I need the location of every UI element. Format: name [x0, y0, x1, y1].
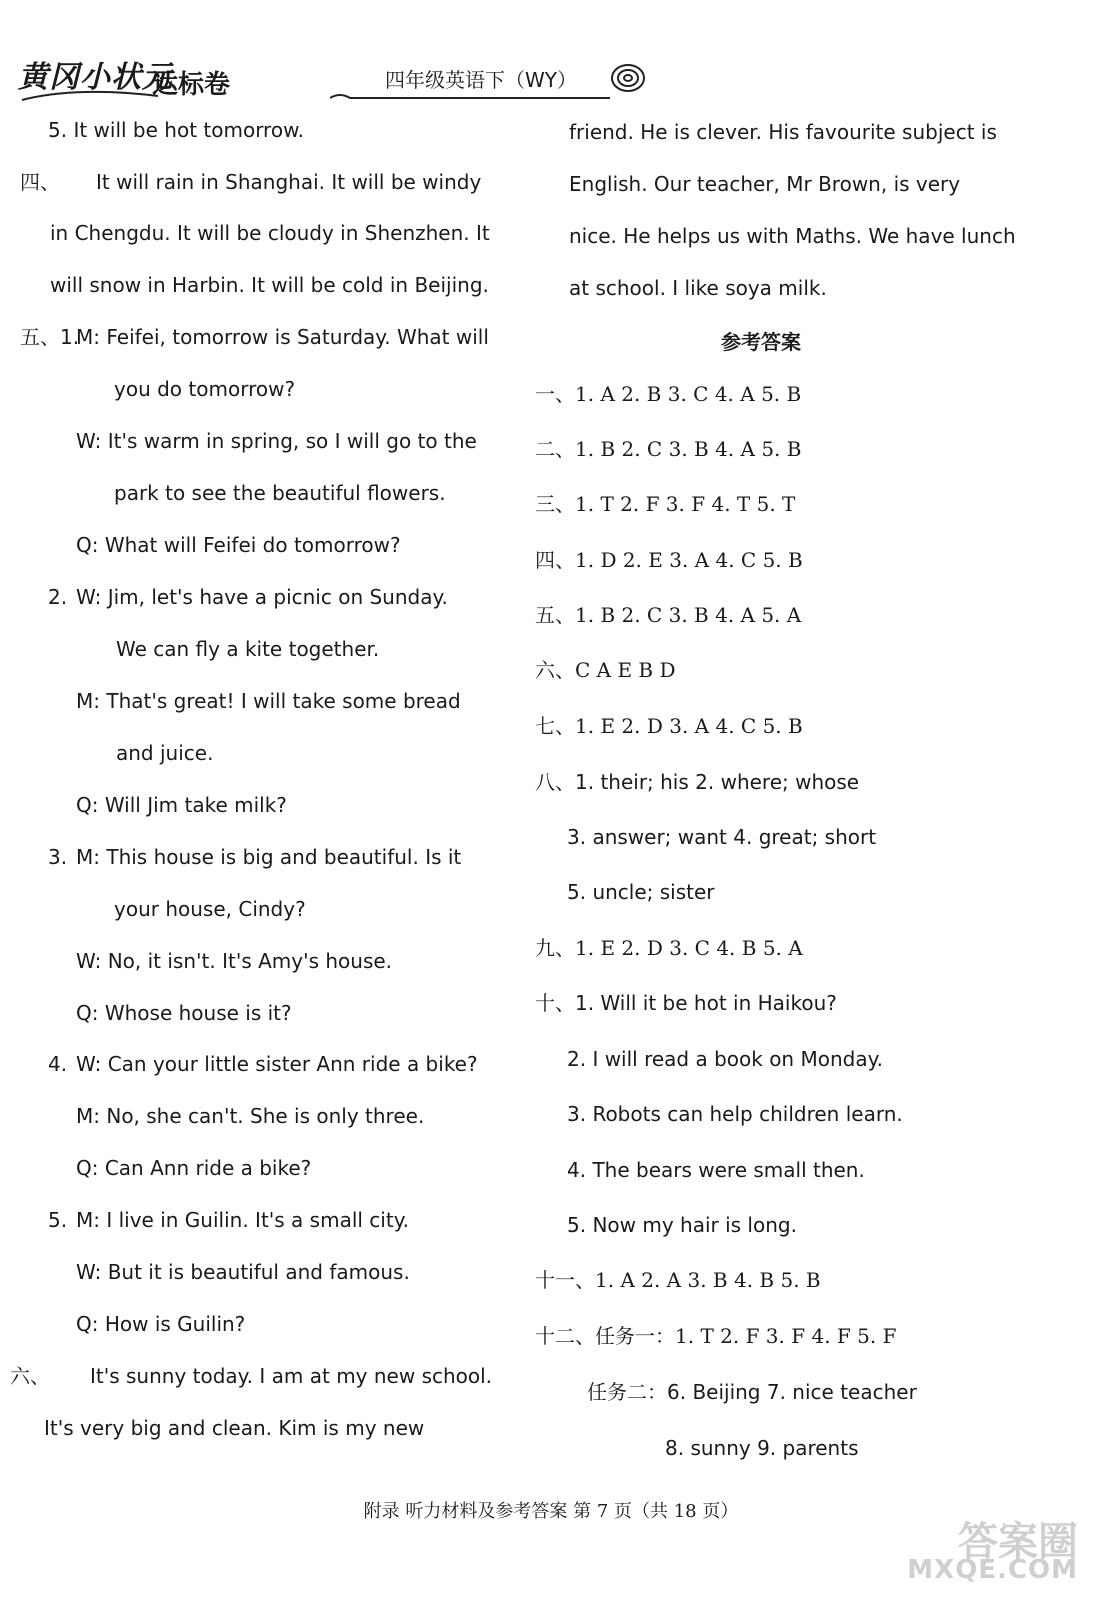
dialogue-line: W: Jim, let's have a picnic on Sunday. — [76, 585, 448, 609]
text-line: It will rain in Shanghai. It will be windy — [96, 170, 482, 194]
answer-line: 5. uncle; sister — [567, 880, 715, 904]
item-number: 3. — [48, 845, 68, 869]
brand-logo: 黄冈小状元 — [18, 60, 173, 95]
grade-title: 四年级英语下（WY） — [385, 68, 577, 92]
text-line: nice. He helps us with Maths. We have lunch — [569, 224, 1016, 248]
dialogue-line: Q: Whose house is it? — [76, 1001, 292, 1025]
answer-line: 十二、任务一：1. T 2. F 3. F 4. F 5. F — [535, 1324, 897, 1348]
dialogue-line: Q: Can Ann ride a bike? — [76, 1156, 312, 1180]
answer-line: 六、C A E B D — [535, 658, 676, 682]
section-number: 六、 — [10, 1364, 50, 1388]
item-number: 2. — [48, 585, 68, 609]
answer-line: 八、1. their; his 2. where; whose — [535, 770, 860, 794]
dialogue-line: W: It's warm in spring, so I will go to the — [76, 429, 477, 453]
text-line: friend. He is clever. His favourite subject is — [569, 120, 997, 144]
text-line: 5. It will be hot tomorrow. — [48, 118, 304, 142]
answer-line: 五、1. B 2. C 3. B 4. A 5. A — [535, 603, 802, 627]
dialogue-line: your house, Cindy? — [114, 897, 306, 921]
text-line: at school. I like soya milk. — [569, 276, 827, 300]
answer-line: 4. The bears were small then. — [567, 1158, 865, 1182]
dialogue-line: Q: How is Guilin? — [76, 1312, 246, 1336]
dialogue-line: W: No, it isn't. It's Amy's house. — [76, 949, 393, 973]
text-line: in Chengdu. It will be cloudy in Shenzhen. It — [50, 221, 490, 245]
dialogue-line: W: But it is beautiful and famous. — [76, 1260, 410, 1284]
brand-swoosh-icon — [20, 88, 160, 104]
section-number: 四、 — [20, 170, 60, 194]
item-number: 5. — [48, 1208, 68, 1232]
text-line: will snow in Harbin. It will be cold in Beijing. — [50, 273, 489, 297]
answer-line: 一、1. A 2. B 3. C 4. A 5. B — [535, 382, 802, 406]
section-number: 五、1. — [20, 325, 80, 349]
answer-line: 2. I will read a book on Monday. — [567, 1047, 883, 1071]
dialogue-line: Q: Will Jim take milk? — [76, 793, 287, 817]
answers-title: 参考答案 — [721, 330, 801, 354]
dialogue-line: M: Feifei, tomorrow is Saturday. What will — [76, 325, 489, 349]
dialogue-line: and juice. — [116, 741, 214, 765]
spiral-icon — [610, 62, 646, 94]
answer-line: 七、1. E 2. D 3. A 4. C 5. B — [535, 714, 803, 738]
text-line: English. Our teacher, Mr Brown, is very — [569, 172, 961, 196]
answer-line: 任务二：6. Beijing 7. nice teacher — [587, 1380, 917, 1404]
dialogue-line: We can fly a kite together. — [116, 637, 380, 661]
answer-line: 5. Now my hair is long. — [567, 1213, 797, 1237]
dialogue-line: park to see the beautiful flowers. — [114, 481, 446, 505]
dialogue-line: M: I live in Guilin. It's a small city. — [76, 1208, 410, 1232]
brand-suffix: 达标卷 — [152, 70, 231, 100]
dialogue-line: M: This house is big and beautiful. Is it — [76, 845, 462, 869]
text-line: It's very big and clean. Kim is my new — [44, 1416, 425, 1440]
answer-line: 九、1. E 2. D 3. C 4. B 5. A — [535, 936, 803, 960]
dialogue-line: Q: What will Feifei do tomorrow? — [76, 533, 401, 557]
answer-line: 十、1. Will it be hot in Haikou? — [535, 991, 837, 1015]
dialogue-line: W: Can your little sister Ann ride a bike? — [76, 1052, 478, 1076]
item-number: 4. — [48, 1052, 68, 1076]
text-line: It's sunny today. I am at my new school. — [90, 1364, 493, 1388]
answer-line: 3. answer; want 4. great; short — [567, 825, 877, 849]
watermark-url: MXQE.COM — [907, 1555, 1078, 1585]
page-header — [0, 0, 1102, 110]
answer-line: 3. Robots can help children learn. — [567, 1102, 903, 1126]
answer-line: 8. sunny 9. parents — [665, 1436, 859, 1460]
answer-line: 二、1. B 2. C 3. B 4. A 5. B — [535, 437, 802, 461]
dialogue-line: M: That's great! I will take some bread — [76, 689, 461, 713]
answer-line: 三、1. T 2. F 3. F 4. T 5. T — [535, 492, 796, 516]
header-underline — [330, 92, 650, 106]
answer-line: 四、1. D 2. E 3. A 4. C 5. B — [535, 548, 803, 572]
watermark-logo: 答案圈 — [958, 1519, 1078, 1565]
dialogue-line: you do tomorrow? — [114, 377, 296, 401]
answer-line: 十一、1. A 2. A 3. B 4. B 5. B — [535, 1268, 821, 1292]
dialogue-line: M: No, she can't. She is only three. — [76, 1104, 425, 1128]
page-footer: 附录 听力材料及参考答案 第 7 页（共 18 页） — [363, 1501, 739, 1522]
